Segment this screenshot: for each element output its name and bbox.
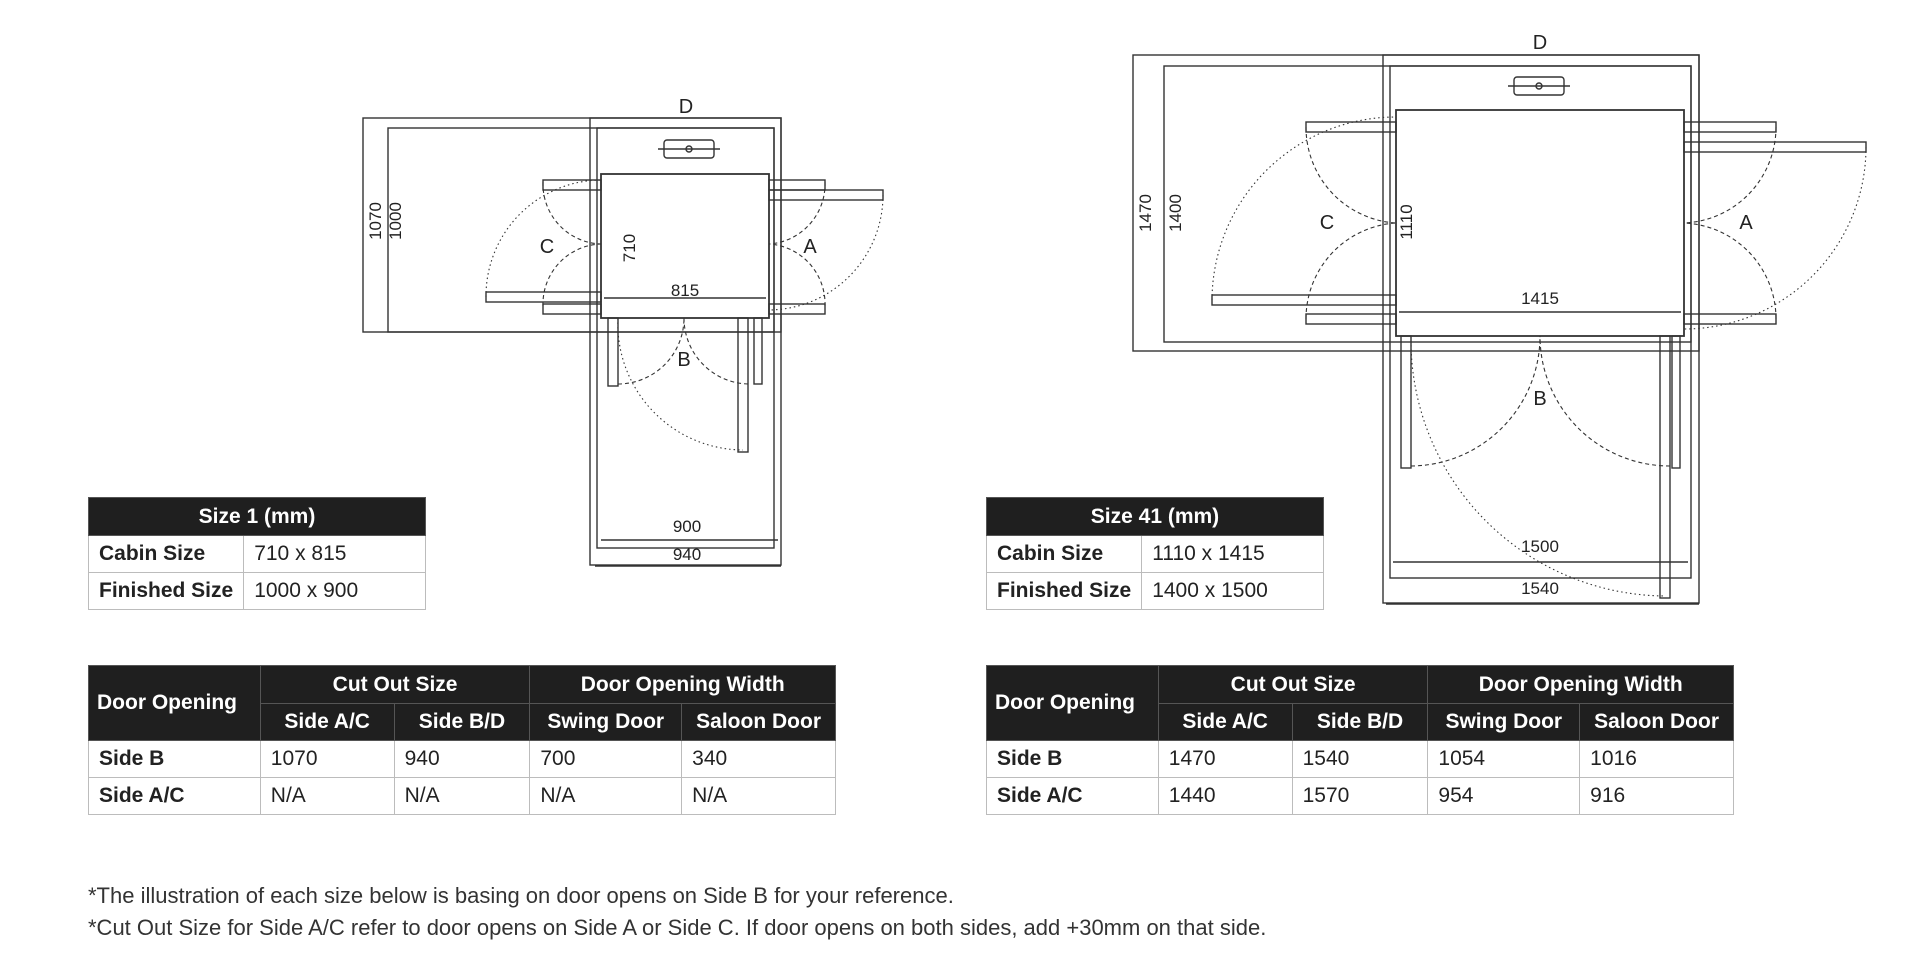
swing-cell: 700 <box>530 741 682 778</box>
finished-frame <box>1164 66 1691 342</box>
door-panel <box>1672 336 1680 468</box>
side-bd-cell: 940 <box>394 741 530 778</box>
shaft-outline <box>1383 55 1699 603</box>
table-row <box>89 536 426 573</box>
table-row <box>987 573 1324 610</box>
size-table-title: Size 1 (mm) <box>89 498 426 536</box>
side-d-label: D <box>678 96 694 118</box>
row-label: Finished Size <box>987 573 1142 610</box>
row-value: 1400 x 1500 <box>1142 573 1324 610</box>
side-bd-cell: 1570 <box>1292 778 1428 815</box>
swing-cell: 954 <box>1428 778 1580 815</box>
side-c-label: C <box>1319 212 1335 234</box>
size-table-41 <box>986 497 1324 610</box>
swing-cell: N/A <box>530 778 682 815</box>
dim-cabin-width: 1415 <box>1521 289 1559 308</box>
saloon-cell: 1016 <box>1580 741 1734 778</box>
side-ac-cell: 1470 <box>1158 741 1292 778</box>
row-label: Cabin Size <box>987 536 1142 573</box>
side-a-label: A <box>803 236 817 258</box>
dim-overall-width: 940 <box>672 545 702 564</box>
door-panel <box>1401 336 1411 468</box>
table-row <box>89 741 836 778</box>
side-c-label: C <box>539 236 555 258</box>
table-row <box>89 778 836 815</box>
side-ac-header: Side A/C <box>1158 704 1292 741</box>
door-panel <box>1212 295 1396 305</box>
row-label: Cabin Size <box>89 536 244 573</box>
dim-cabin-width: 815 <box>670 281 700 300</box>
dim-finished-width: 1500 <box>1521 537 1559 556</box>
table-row <box>987 778 1734 815</box>
door-opening-width-header: Door Opening Width <box>530 666 836 704</box>
saloon-cell: 340 <box>682 741 836 778</box>
side-cell: Side A/C <box>987 778 1159 815</box>
side-bd-header: Side B/D <box>394 704 530 741</box>
door-panel <box>1684 314 1776 324</box>
side-cell: Side B <box>89 741 261 778</box>
side-ac-cell: N/A <box>260 778 394 815</box>
dim-finished-width: 900 <box>672 517 702 536</box>
dim-cabin-height: 710 <box>620 233 639 263</box>
table-row <box>987 536 1324 573</box>
dim-overall-width: 1540 <box>1521 579 1559 598</box>
saloon-cell: 916 <box>1580 778 1734 815</box>
swing-cell: 1054 <box>1428 741 1580 778</box>
footnote-illustration: *The illustration of each size below is basing on door opens on Side B for your reference. <box>88 883 954 908</box>
door-table-size-1 <box>88 665 836 815</box>
row-value: 1110 x 1415 <box>1142 536 1324 573</box>
row-value: 1000 x 900 <box>244 573 426 610</box>
finished-shaft-outline <box>1390 66 1691 578</box>
side-ac-cell: 1070 <box>260 741 394 778</box>
side-bd-cell: 1540 <box>1292 741 1428 778</box>
dim-finished-height: 1400 <box>1166 194 1185 232</box>
row-label: Finished Size <box>89 573 244 610</box>
size-table-title: Size 41 (mm) <box>987 498 1324 536</box>
side-cell: Side B <box>987 741 1159 778</box>
saloon-cell: N/A <box>682 778 836 815</box>
door-opening-width-header: Door Opening Width <box>1428 666 1734 704</box>
cutout-frame <box>1133 55 1699 351</box>
row-value: 710 x 815 <box>244 536 426 573</box>
swing-door-header: Swing Door <box>1428 704 1580 741</box>
saloon-door-header: Saloon Door <box>682 704 836 741</box>
table-row <box>89 573 426 610</box>
table-row <box>987 741 1734 778</box>
dim-overall-height: 1070 <box>366 202 385 240</box>
side-b-label: B <box>1533 388 1547 410</box>
door-table-size-41 <box>986 665 1734 815</box>
side-b-label: B <box>677 349 691 371</box>
dim-overall-height: 1470 <box>1136 194 1155 232</box>
door-panel <box>1660 336 1670 598</box>
door-opening-header: Door Opening <box>89 666 261 741</box>
side-a-label: A <box>1739 212 1753 234</box>
door-panel <box>1684 122 1776 132</box>
side-ac-header: Side A/C <box>260 704 394 741</box>
swing-door-header: Swing Door <box>530 704 682 741</box>
side-d-label: D <box>1532 32 1548 54</box>
cut-out-size-header: Cut Out Size <box>260 666 530 704</box>
size-table-1 <box>88 497 426 610</box>
cut-out-size-header: Cut Out Size <box>1158 666 1428 704</box>
dim-finished-height: 1000 <box>386 202 405 240</box>
side-cell: Side A/C <box>89 778 261 815</box>
side-bd-header: Side B/D <box>1292 704 1428 741</box>
footnote-cut-out: *Cut Out Size for Side A/C refer to door opens on Side A or Side C. If door opens on both sides, add +30mm on that side. <box>88 915 1267 940</box>
side-bd-cell: N/A <box>394 778 530 815</box>
dim-cabin-height: 1110 <box>1397 204 1416 240</box>
saloon-door-header: Saloon Door <box>1580 704 1734 741</box>
side-ac-cell: 1440 <box>1158 778 1292 815</box>
door-opening-header: Door Opening <box>987 666 1159 741</box>
